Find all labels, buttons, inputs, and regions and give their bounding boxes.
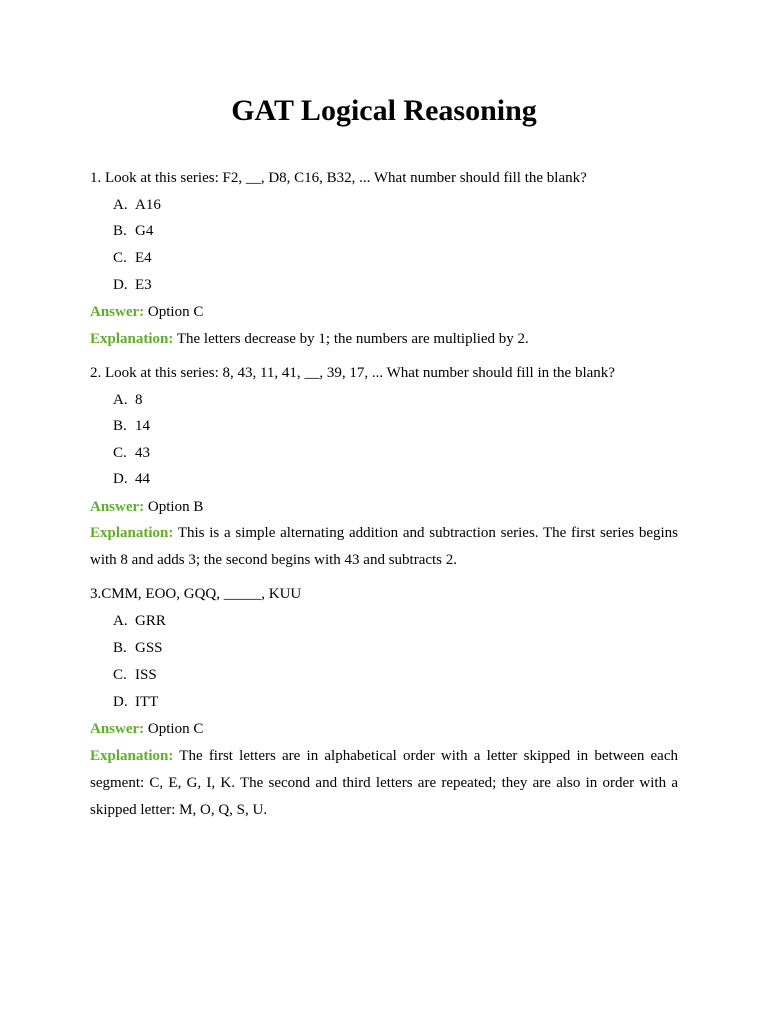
question-3-explanation: [90, 743, 678, 824]
option-letter: A.: [113, 613, 128, 629]
question-1-answer: [90, 299, 678, 326]
explanation-label: Explanation:: [90, 748, 174, 764]
question-2-option-b: [113, 413, 701, 440]
option-letter: D.: [113, 694, 128, 710]
answer-value: Option C: [147, 304, 204, 320]
question-3-option-a: [113, 608, 701, 635]
question-2-option-c: [113, 440, 701, 467]
option-letter: D.: [113, 277, 128, 293]
option-text: GRR: [135, 613, 166, 629]
option-letter: D.: [113, 471, 128, 487]
explanation-label: Explanation:: [90, 331, 174, 347]
question-1-option-a: [113, 192, 701, 219]
option-letter: B.: [113, 418, 127, 434]
question-1-explanation: [90, 326, 678, 353]
question-3-option-b: [113, 635, 701, 662]
option-letter: C.: [113, 445, 127, 461]
question-1-option-d: [113, 272, 701, 299]
explanation-text: The letters decrease by 1; the numbers are multiplied by 2.: [176, 331, 529, 347]
question-2-text: 2. Look at this series: 8, 43, 11, 41, __, 39, 17, ... What number should fill in the blank?: [90, 365, 615, 381]
question-3-text: 3.CMM, EOO, GQQ, _____, KUU: [90, 586, 302, 602]
option-letter: A.: [113, 197, 128, 213]
answer-value: Option C: [147, 721, 204, 737]
page-title: GAT Logical Reasoning: [231, 94, 537, 127]
explanation-text: This is a simple alternating addition and subtraction series. The first series begins with 8 and adds 3; the second begins with 43 and subtracts 2.: [90, 525, 678, 568]
option-text: 14: [135, 418, 150, 434]
option-letter: A.: [113, 392, 128, 408]
explanation-text: The first letters are in alphabetical order with a letter skipped in between each segment: C, E, G, I, K. The second and third letters are repeated; they are also in order with a skipped letter: M, O, Q, S, U.: [90, 748, 678, 818]
question-3-option-d: [113, 689, 701, 716]
option-letter: C.: [113, 250, 127, 266]
answer-label: Answer:: [90, 721, 145, 737]
option-text: 43: [135, 445, 150, 461]
answer-value: Option B: [147, 499, 204, 515]
option-letter: B.: [113, 223, 127, 239]
question-2-option-d: [113, 466, 701, 493]
question-2-answer: [90, 494, 678, 521]
option-text: 8: [135, 392, 143, 408]
option-text: E3: [135, 277, 152, 293]
explanation-label: Explanation:: [90, 525, 174, 541]
question-1-option-b: [113, 218, 701, 245]
option-text: GSS: [135, 640, 163, 656]
option-letter: B.: [113, 640, 127, 656]
question-3-option-c: [113, 662, 701, 689]
question-1-option-c: [113, 245, 701, 272]
option-text: E4: [135, 250, 152, 266]
answer-label: Answer:: [90, 499, 145, 515]
question-3-answer: [90, 716, 678, 743]
option-letter: C.: [113, 667, 127, 683]
answer-label: Answer:: [90, 304, 145, 320]
question-1-text: 1. Look at this series: F2, __, D8, C16, B32, ... What number should fill the blank?: [90, 170, 587, 186]
option-text: ISS: [135, 667, 157, 683]
option-text: ITT: [135, 694, 159, 710]
option-text: A16: [135, 197, 161, 213]
option-text: G4: [135, 223, 154, 239]
option-text: 44: [135, 471, 150, 487]
question-2-explanation: [90, 520, 678, 574]
question-2-option-a: [113, 387, 701, 414]
